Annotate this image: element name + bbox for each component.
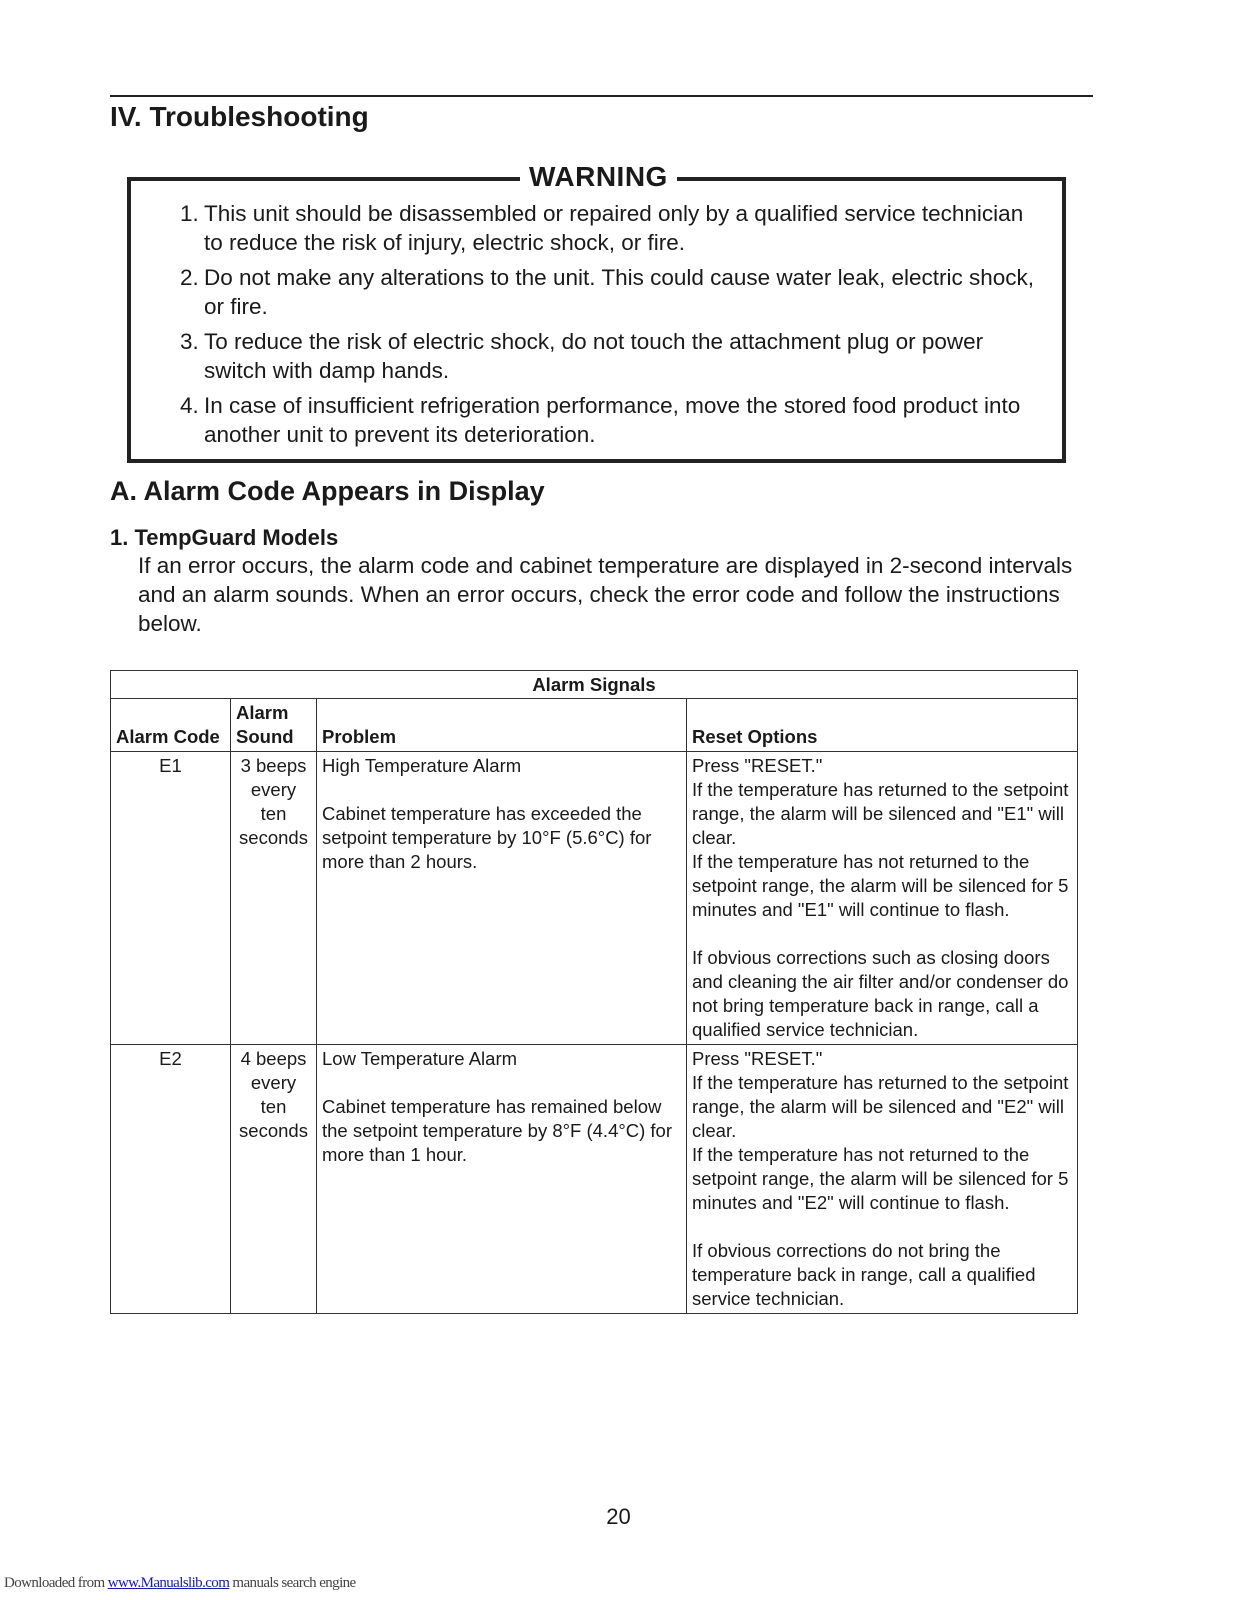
alarm-code-cell: E1	[111, 752, 231, 1045]
table-caption: Alarm Signals	[111, 671, 1078, 699]
problem-detail: Cabinet temperature has exceeded the setpoint temperature by 10°F (5.6°C) for more than 2 hours.	[322, 803, 652, 872]
warning-item	[180, 199, 1040, 257]
alarm-sound-cell	[231, 1045, 317, 1314]
alarm-sound-line: 4 beeps	[240, 1048, 307, 1069]
alarm-signals-table	[110, 670, 1078, 1314]
reset-step: If the temperature has not returned to the setpoint range, the alarm will be silenced for 5 minutes and "E1" will continue to flash.	[692, 851, 1069, 920]
intro-paragraph: If an error occurs, the alarm code and cabinet temperature are displayed in 2-second intervals and an alarm sounds. When an error occurs, check the error code and follow the instructions below.	[138, 553, 1073, 636]
reset-step: If the temperature has returned to the setpoint range, the alarm will be silenced and "E1" will clear.	[692, 779, 1069, 848]
warning-item-number: 4.	[180, 393, 199, 418]
alarm-sound-line: every ten	[250, 779, 297, 824]
problem-title: Low Temperature Alarm	[322, 1048, 518, 1069]
header-alarm-sound-line2: Sound	[236, 726, 294, 747]
problem-cell	[317, 752, 687, 1045]
warning-item-text: To reduce the risk of electric shock, do not touch the attachment plug or power switch with damp hands.	[204, 329, 984, 383]
alarm-code-cell: E2	[111, 1045, 231, 1314]
reset-step: If the temperature has returned to the setpoint range, the alarm will be silenced and "E2" will clear.	[692, 1072, 1069, 1141]
header-reset-options: Reset Options	[687, 699, 1078, 752]
reset-options-cell	[687, 1045, 1078, 1314]
table-row	[111, 752, 1078, 1045]
header-problem: Problem	[317, 699, 687, 752]
alarm-sound-line: 3 beeps	[240, 755, 307, 776]
header-alarm-code: Alarm Code	[111, 699, 231, 752]
reset-step: If obvious corrections such as closing doors and cleaning the air filter and/or condenser do not bring temperature back in range, call a qualified service technician.	[692, 947, 1069, 1040]
footer-suffix: manuals search engine	[229, 1575, 356, 1591]
warning-item-text: Do not make any alterations to the unit. This could cause water leak, electric shock, or fire.	[204, 265, 1035, 319]
subsection-title: A. Alarm Code Appears in Display	[110, 476, 545, 506]
subsubsection-title: 1. TempGuard Models	[110, 525, 339, 550]
warning-title: WARNING	[520, 160, 677, 194]
warning-item	[180, 391, 1040, 449]
section-title: IV. Troubleshooting	[110, 101, 369, 132]
alarm-sound-cell	[231, 752, 317, 1045]
warning-item-text: This unit should be disassembled or repaired only by a qualified service technician to reduce the risk of injury, electric shock, or fire.	[204, 201, 1024, 255]
header-alarm-sound-line1: Alarm	[236, 702, 289, 723]
reset-step: If the temperature has not returned to the setpoint range, the alarm will be silenced for 5 minutes and "E2" will continue to flash.	[692, 1144, 1069, 1213]
reset-step: If obvious corrections do not bring the temperature back in range, call a qualified service technician.	[692, 1240, 1036, 1309]
footer-prefix: Downloaded from	[4, 1575, 108, 1591]
download-footer	[4, 1575, 356, 1592]
warning-item	[180, 327, 1040, 385]
table-row	[111, 1045, 1078, 1314]
problem-title: High Temperature Alarm	[322, 755, 522, 776]
warning-item-number: 1.	[180, 201, 199, 226]
warning-list	[180, 199, 1040, 455]
problem-cell	[317, 1045, 687, 1314]
reset-step: Press "RESET."	[692, 1048, 823, 1069]
problem-detail: Cabinet temperature has remained below the setpoint temperature by 8°F (4.4°C) for more than 1 hour.	[322, 1096, 673, 1165]
page-number: 20	[606, 1504, 631, 1529]
warning-item-number: 2.	[180, 265, 199, 290]
top-rule	[110, 95, 1093, 97]
header-alarm-sound	[231, 699, 317, 752]
reset-step: Press "RESET."	[692, 755, 823, 776]
alarm-sound-line: seconds	[239, 1120, 308, 1141]
reset-options-cell	[687, 752, 1078, 1045]
manualslib-link[interactable]: www.Manualslib.com	[107, 1575, 230, 1591]
warning-item-number: 3.	[180, 329, 199, 354]
alarm-sound-line: every ten	[250, 1072, 297, 1117]
warning-item	[180, 263, 1040, 321]
alarm-sound-line: seconds	[239, 827, 308, 848]
warning-item-text: In case of insufficient refrigeration performance, move the stored food product into another unit to prevent its deterioration.	[204, 393, 1021, 447]
